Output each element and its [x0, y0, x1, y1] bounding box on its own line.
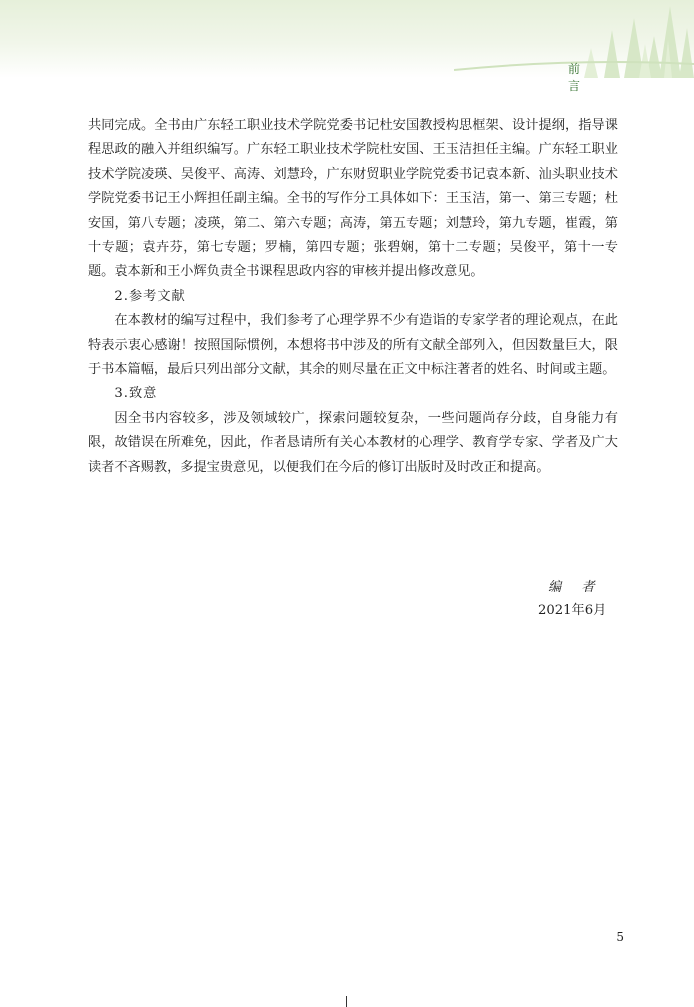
- signature-date: 2021年6月: [538, 603, 607, 618]
- acknowledgement-paragraph: 因全书内容较多，涉及领域较广，探索问题较复杂，一些问题尚存分歧，自身能力有限，故错误在所难免，因此，作者恳请所有关心本教材的心理学、教育学专家、学者及广大读者不吝赐教，多提宝贵意见，以便我们在今后的修订出版时及时改正和提高。: [88, 410, 618, 475]
- running-title: 前 言: [568, 62, 591, 93]
- gutter-mark: [346, 996, 347, 1007]
- references-paragraph: 在本教材的编写过程中，我们参考了心理学界不少有造诣的专家学者的理论观点，在此特表示衷心感谢！按照国际惯例，本想将书中涉及的所有文献全部列入，但因数量巨大，限于书本篇幅，最后只列出部分文献，其余的则尽量在正文中标注著者的姓名、时间或主题。: [88, 313, 618, 378]
- section-heading-references: 2.参考文献: [114, 288, 186, 304]
- section-heading-acknowledgement: 3.致意: [114, 386, 158, 402]
- author-signature: 编 者: [548, 580, 603, 595]
- intro-paragraph: 共同完成。全书由广东轻工职业技术学院党委书记杜安国教授构思框架、设计提纲，指导课程思政的融入并组织编写。广东轻工职业技术学院杜安国、王玉洁担任主编。广东轻工职业技术学院凌瑛、吴俊平、高涛、刘慧玲，广东财贸职业学院党委书记袁本新、汕头职业技术学院党委书记王小辉担任副主编。全书的写作分工具体如下：王玉洁，第一、第三专题；杜安国，第八专题；凌瑛，第二、第六专题；高涛，第五专题；刘慧玲，第九专题，崔霞，第十专题；袁卉芬，第七专题；罗楠，第四专题；张碧娴，第十二专题；吴俊平，第十一专题。袁本新和王小辉负责全书课程思政内容的审核并提出修改意见。: [88, 118, 618, 280]
- main-content: [88, 114, 618, 480]
- page-number: 5: [616, 930, 624, 944]
